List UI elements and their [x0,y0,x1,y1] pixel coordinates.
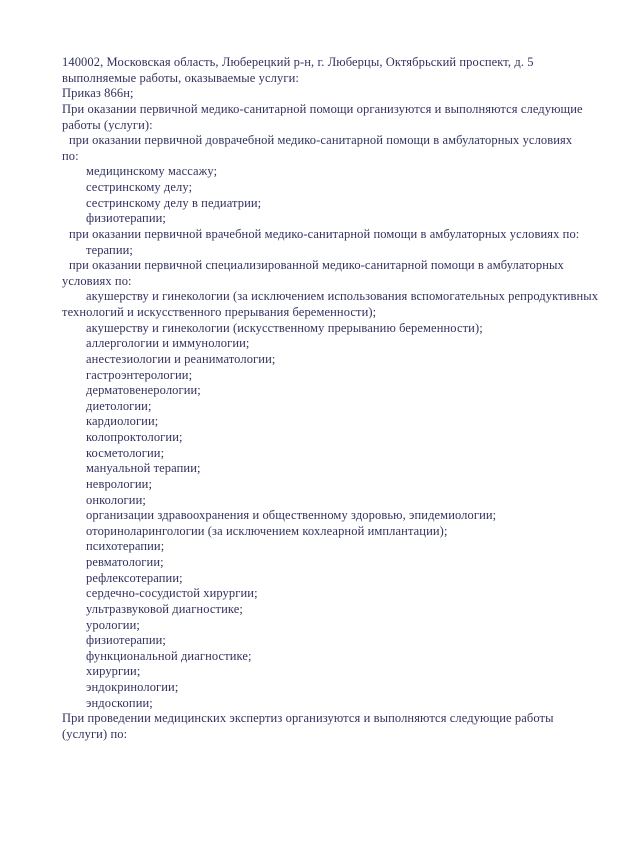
doc-line: онкологии; [86,492,146,507]
doc-line: при оказании первичной доврачебной медико-санитарной помощи в амбулаторных условиях [69,133,573,148]
doc-line: При оказании первичной медико-санитарной помощи организуются и выполняются следующие [62,101,583,116]
doc-line: урологии; [86,617,140,632]
doc-line: аллергологии и иммунологии; [86,336,250,351]
doc-line: психотерапии; [86,539,165,554]
doc-line: рефлексотерапии; [86,570,183,585]
doc-line: неврологии; [86,476,153,491]
doc-line: диетологии; [86,398,152,413]
doc-line: при оказании первичной врачебной медико-санитарной помощи в амбулаторных условиях по: [69,226,580,241]
doc-line: косметологии; [86,445,165,460]
doc-line: анестезиологии и реаниматологии; [86,351,276,366]
doc-line: эндокринологии; [86,680,179,694]
doc-line: Приказ 866н; [62,86,134,101]
doc-line: физиотерапии; [86,633,166,648]
document-page [62,55,632,743]
doc-line: ревматологии; [86,555,164,569]
doc-line: ультразвуковой диагностике; [86,601,243,616]
doc-line: условиях по: [62,273,132,288]
doc-line: акушерству и гинекологии (искусственному прерыванию беременности); [86,320,483,335]
doc-line: сестринскому делу; [86,180,193,194]
doc-line: выполняемые работы, оказываемые услуги: [62,70,299,85]
doc-line: при оказании первичной специализированной медико-санитарной помощи в амбулаторных [69,258,564,273]
doc-line: эндоскопии; [86,695,153,710]
doc-line: физиотерапии; [86,211,166,226]
doc-line: организации здравоохранения и общественному здоровью, эпидемиологии; [86,508,497,523]
doc-line: (услуги) по: [62,726,128,741]
doc-line: При проведении медицинских экспертиз организуются и выполняются следующие работы [62,711,554,726]
doc-line: хирургии; [86,664,141,679]
doc-line: 140002, Московская область, Люберецкий р-н, г. Люберцы, Октябрьский проспект, д. 5 [62,55,534,69]
doc-line: сердечно-сосудистой хирургии; [86,586,258,601]
doc-line: сестринскому делу в педиатрии; [86,195,262,210]
doc-line: технологий и искусственного прерывания беременности); [62,305,377,319]
doc-line: медицинскому массажу; [86,164,218,179]
doc-line: по: [62,148,79,163]
doc-line: колопроктологии; [86,430,183,444]
doc-line: гастроэнтерологии; [86,367,193,382]
doc-line: функциональной диагностике; [86,648,252,663]
doc-line: мануальной терапии; [86,461,201,476]
doc-line: дерматовенерологии; [86,383,201,398]
doc-line: акушерству и гинекологии (за исключением использования вспомогательных репродуктивных [86,289,599,304]
doc-line: работы (услуги): [62,117,153,132]
doc-line: кардиологии; [86,414,159,429]
doc-line: оториноларингологии (за исключением кохлеарной имплантации); [86,523,448,538]
doc-line: терапии; [86,242,133,257]
